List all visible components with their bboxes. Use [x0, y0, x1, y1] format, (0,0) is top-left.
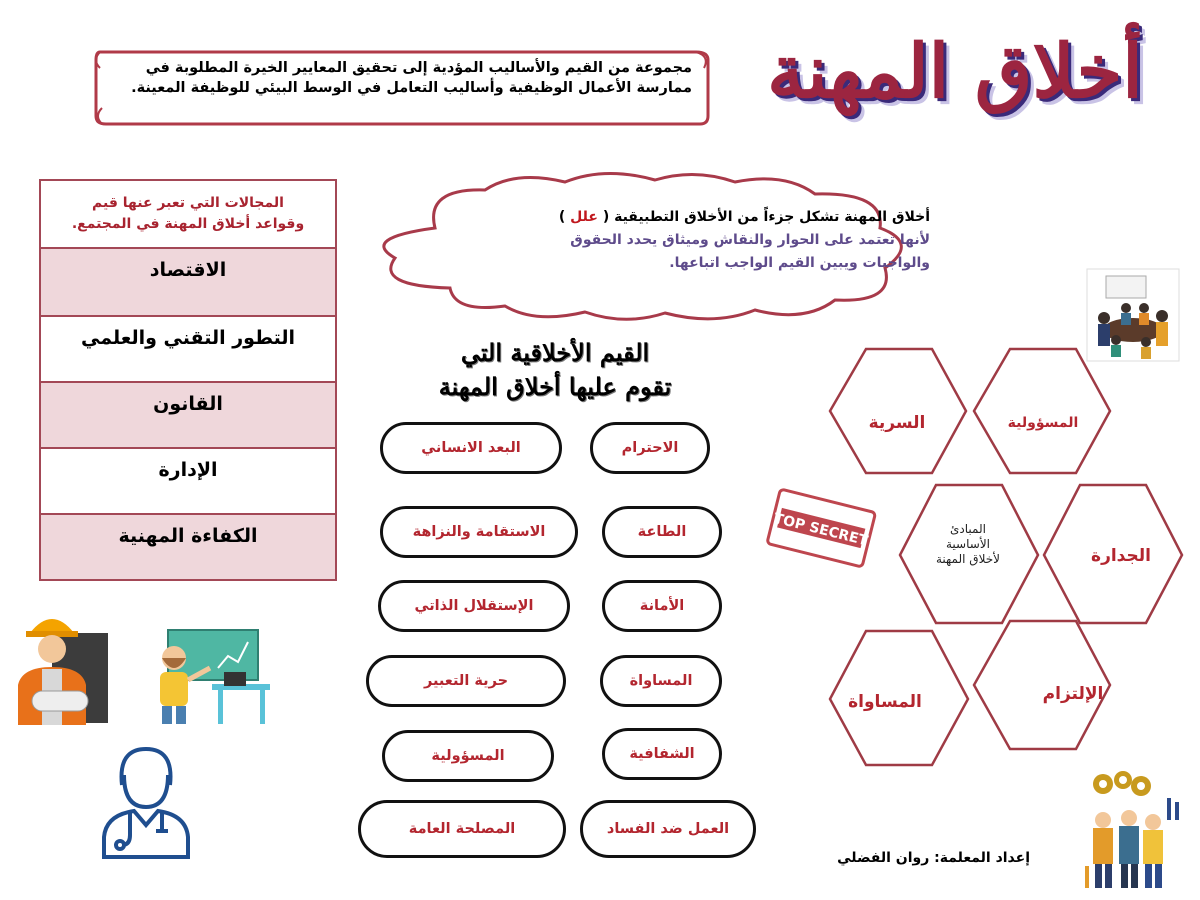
- cloud-line-2: لأنها تعتمد على الحوار والنقاش وميثاق يحدد الحقوق: [570, 232, 930, 248]
- values-heading: [400, 336, 710, 404]
- values-heading-line-1: القيم الأخلاقية التي: [460, 338, 650, 367]
- principle-label: الإلتزام: [1042, 684, 1104, 704]
- domain-row: الإدارة: [41, 447, 335, 513]
- why-label: علل: [570, 209, 598, 225]
- value-pill: الإستقلال الذاتي: [378, 580, 570, 632]
- domain-row: القانون: [41, 381, 335, 447]
- domains-header: [41, 181, 335, 249]
- domains-table: [39, 179, 337, 581]
- value-pill: العمل ضد الفساد: [580, 800, 756, 858]
- stamp-text: TOP SECRET: [772, 510, 870, 550]
- value-pill: المسؤولية: [382, 730, 554, 782]
- cloud-line-3: والواجبات ويبين القيم الواجب اتباعها.: [669, 255, 930, 271]
- principle-label: الجدارة: [1091, 546, 1151, 566]
- credit-text: إعداد المعلمة: روان الفضلي: [837, 850, 1030, 866]
- cloud-text: [520, 206, 930, 275]
- values-heading-line-2: تقوم عليها أخلاق المهنة: [438, 372, 672, 401]
- principle-label: المسؤولية: [1007, 415, 1079, 431]
- value-pill: المساواة: [600, 655, 722, 707]
- cloud-line-1-end: ): [558, 209, 566, 225]
- value-pill: المصلحة العامة: [358, 800, 566, 858]
- doctor-icon: [100, 745, 192, 860]
- value-pill: الاحترام: [590, 422, 710, 474]
- definition-line-1: مجموعة من القيم والأساليب المؤدية إلى تحقيق المعايير الخيرة المطلوبة في: [145, 60, 692, 76]
- team-illustration: [1075, 766, 1185, 891]
- value-pill: البعد الانساني: [380, 422, 562, 474]
- teacher-illustration: [148, 628, 273, 726]
- domains-header-line-2: وقواعد أخلاق المهنة في المجتمع.: [71, 216, 305, 232]
- domain-row: التطور التقني والعلمي: [41, 315, 335, 381]
- principle-label: السرية: [868, 413, 926, 433]
- principles-center-label: المبادئ الأساسية لأخلاق المهنة: [935, 522, 1001, 566]
- domains-header-line-1: المجالات التي تعبر عنها قيم: [92, 195, 284, 211]
- value-pill: الشفافية: [602, 728, 722, 780]
- definition-line-2: ممارسة الأعمال الوظيفية وأساليب التعامل في الوسط البيئي للوظيفة المعينة.: [131, 80, 692, 96]
- page-title: أخلاق المهنة: [767, 29, 1143, 115]
- domain-row: الكفاءة المهنية: [41, 513, 335, 579]
- domain-row: الاقتصاد: [41, 249, 335, 315]
- cloud-line-1-start: أخلاق المهنة تشكل جزءاً من الأخلاق التطبيقية (: [602, 209, 930, 225]
- definition-text: [120, 58, 692, 98]
- value-pill: الاستقامة والنزاهة: [380, 506, 578, 558]
- principle-label: المساواة: [848, 692, 922, 712]
- hexagon: [974, 349, 1110, 473]
- hexagon: [830, 349, 966, 473]
- engineer-illustration: [12, 605, 112, 730]
- top-secret-stamp: [762, 488, 880, 570]
- value-pill: الطاعة: [602, 506, 722, 558]
- cloud-line-1: [520, 206, 930, 229]
- value-pill: الأمانة: [602, 580, 722, 632]
- value-pill: حرية التعبير: [366, 655, 566, 707]
